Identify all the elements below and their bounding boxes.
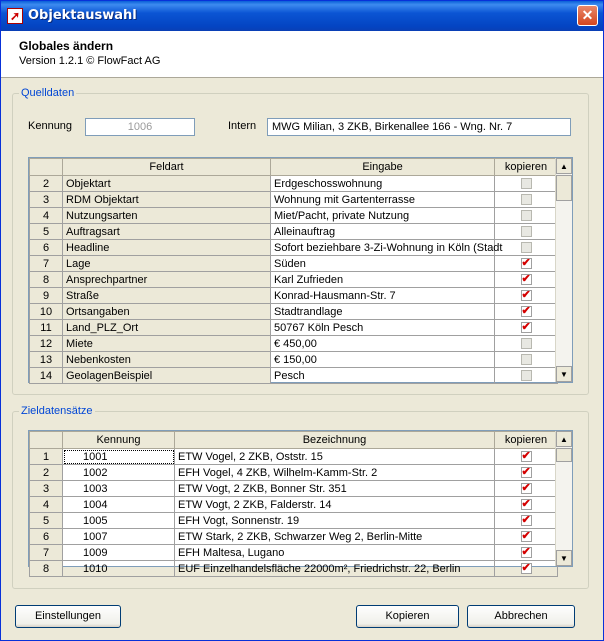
header-version: Version 1.2.1 © FlowFact AG (19, 55, 161, 67)
quelldaten-legend: Quelldaten (21, 87, 75, 99)
bezeichnung-cell[interactable]: EUF Einzelhandelsfläche 22000m², Friedrichstr. 22, Berlin (175, 561, 495, 577)
header-title: Globales ändern (19, 39, 114, 53)
table-row[interactable] (30, 545, 558, 561)
quelldaten-scrollbar[interactable] (555, 158, 572, 382)
row-number: 7 (30, 256, 63, 272)
column-header-feldart[interactable]: Feldart (63, 159, 271, 176)
feldart-cell: Lage (63, 256, 271, 272)
bezeichnung-cell[interactable]: ETW Vogel, 2 ZKB, Oststr. 15 (175, 449, 495, 465)
kopieren-cell (495, 240, 558, 256)
kopieren-cell (495, 561, 558, 577)
scroll-thumb[interactable] (556, 175, 572, 201)
scroll-up-icon[interactable]: ▲ (556, 431, 572, 447)
table-row[interactable] (30, 208, 558, 224)
row-number: 4 (30, 497, 63, 513)
feldart-cell: Land_PLZ_Ort (63, 320, 271, 336)
kennung-cell[interactable]: 1007 (63, 529, 175, 545)
unchecked-checkbox[interactable] (521, 370, 532, 381)
intern-label: Intern (228, 120, 257, 132)
checked-checkbox[interactable] (521, 531, 532, 542)
eingabe-cell[interactable]: Konrad-Hausmann-Str. 7 (271, 288, 495, 304)
kopieren-cell (495, 352, 558, 368)
column-header-bezeichnung[interactable]: Bezeichnung (175, 432, 495, 449)
title-bar[interactable] (1, 1, 603, 31)
feldart-cell: Nutzungsarten (63, 208, 271, 224)
checked-checkbox[interactable] (521, 499, 532, 510)
eingabe-cell[interactable]: Stadtrandlage (271, 304, 495, 320)
column-header-eingabe[interactable]: Eingabe (271, 159, 495, 176)
eingabe-cell[interactable]: Pesch (271, 368, 495, 384)
feldart-cell: Miete (63, 336, 271, 352)
feldart-cell: Straße (63, 288, 271, 304)
quelldaten-grid (28, 157, 573, 383)
column-header-kopieren[interactable]: kopieren (495, 432, 558, 449)
kopieren-cell (495, 513, 558, 529)
kopieren-cell (495, 465, 558, 481)
row-number: 2 (30, 176, 63, 192)
table-row[interactable] (30, 529, 558, 545)
row-number: 8 (30, 561, 63, 577)
row-number: 7 (30, 545, 63, 561)
checked-checkbox[interactable] (521, 306, 532, 317)
row-number: 4 (30, 208, 63, 224)
table-row[interactable] (30, 288, 558, 304)
kopieren-cell (495, 288, 558, 304)
row-number: 5 (30, 224, 63, 240)
kennung-cell[interactable]: 1005 (63, 513, 175, 529)
table-row[interactable] (30, 497, 558, 513)
kennung-cell[interactable]: 1001 (63, 449, 175, 465)
scroll-down-icon[interactable]: ▼ (556, 366, 572, 382)
table-row[interactable] (30, 481, 558, 497)
column-header-kennung[interactable]: Kennung (63, 432, 175, 449)
window-title: Objektauswahl (28, 8, 137, 23)
kennung-cell[interactable]: 1010 (63, 561, 175, 577)
bezeichnung-cell[interactable]: EFH Vogt, Sonnenstr. 19 (175, 513, 495, 529)
bezeichnung-cell[interactable]: EFH Vogel, 4 ZKB, Wilhelm-Kamm-Str. 2 (175, 465, 495, 481)
checked-checkbox[interactable] (521, 515, 532, 526)
kopieren-cell (495, 192, 558, 208)
dialog-header (1, 31, 603, 78)
table-row[interactable] (30, 272, 558, 288)
row-number: 5 (30, 513, 63, 529)
kennung-label: Kennung (28, 120, 73, 132)
kopieren-cell (495, 449, 558, 465)
kopieren-cell (495, 320, 558, 336)
checked-checkbox[interactable] (521, 483, 532, 494)
kopieren-cell (495, 256, 558, 272)
checked-checkbox[interactable] (521, 451, 532, 462)
grid-corner (30, 432, 63, 449)
table-row[interactable] (30, 176, 558, 192)
kopieren-cell (495, 224, 558, 240)
bezeichnung-cell[interactable]: ETW Vogt, 2 ZKB, Bonner Str. 351 (175, 481, 495, 497)
unchecked-checkbox[interactable] (521, 210, 532, 221)
kopieren-cell (495, 272, 558, 288)
kopieren-button[interactable]: Kopieren (356, 605, 459, 628)
feldart-cell: Ortsangaben (63, 304, 271, 320)
feldart-cell: Nebenkosten (63, 352, 271, 368)
feldart-cell: GeolagenBeispiel (63, 368, 271, 384)
kopieren-cell (495, 336, 558, 352)
row-number: 9 (30, 288, 63, 304)
eingabe-cell[interactable]: 50767 Köln Pesch (271, 320, 495, 336)
table-row[interactable] (30, 513, 558, 529)
checked-checkbox[interactable] (521, 258, 532, 269)
kennung-cell[interactable]: 1004 (63, 497, 175, 513)
table-row[interactable] (30, 368, 558, 384)
table-row[interactable] (30, 465, 558, 481)
row-number: 8 (30, 272, 63, 288)
unchecked-checkbox[interactable] (521, 354, 532, 365)
zieldaten-legend: Zieldatensätze (21, 405, 93, 417)
close-button[interactable]: ✕ (577, 5, 598, 26)
checked-checkbox[interactable] (521, 274, 532, 285)
kennung-cell[interactable]: 1002 (63, 465, 175, 481)
kopieren-cell (495, 208, 558, 224)
kopieren-cell (495, 368, 558, 384)
feldart-cell: Ansprechpartner (63, 272, 271, 288)
table-row[interactable] (30, 561, 558, 577)
scroll-up-icon[interactable]: ▲ (556, 158, 572, 174)
unchecked-checkbox[interactable] (521, 338, 532, 349)
bezeichnung-cell[interactable]: EFH Maltesa, Lugano (175, 545, 495, 561)
app-icon: ➚ (7, 8, 23, 24)
checked-checkbox[interactable] (521, 563, 532, 574)
row-number: 11 (30, 320, 63, 336)
kennung-cell[interactable]: 1009 (63, 545, 175, 561)
checked-checkbox[interactable] (521, 467, 532, 478)
scroll-thumb[interactable] (556, 448, 572, 462)
row-number: 2 (30, 465, 63, 481)
table-row[interactable] (30, 240, 558, 256)
eingabe-cell[interactable]: Alleinauftrag (271, 224, 495, 240)
kopieren-cell (495, 529, 558, 545)
eingabe-cell[interactable]: Sofort beziehbare 3-Zi-Wohnung in Köln (Stadt (271, 240, 495, 256)
unchecked-checkbox[interactable] (521, 178, 532, 189)
eingabe-cell[interactable]: Süden (271, 256, 495, 272)
row-number: 13 (30, 352, 63, 368)
table-row[interactable] (30, 304, 558, 320)
row-number: 14 (30, 368, 63, 384)
unchecked-checkbox[interactable] (521, 226, 532, 237)
intern-field[interactable]: MWG Milian, 3 ZKB, Birkenallee 166 - Wng. Nr. 7 (267, 118, 571, 136)
row-number: 6 (30, 529, 63, 545)
grid-corner (30, 159, 63, 176)
feldart-cell: RDM Objektart (63, 192, 271, 208)
row-number: 3 (30, 192, 63, 208)
kopieren-cell (495, 481, 558, 497)
eingabe-cell[interactable]: € 150,00 (271, 352, 495, 368)
row-number: 1 (30, 449, 63, 465)
table-row[interactable] (30, 256, 558, 272)
table-row[interactable] (30, 320, 558, 336)
eingabe-cell[interactable]: Karl Zufrieden (271, 272, 495, 288)
row-number: 6 (30, 240, 63, 256)
table-row[interactable] (30, 224, 558, 240)
kopieren-cell (495, 176, 558, 192)
kennung-field[interactable]: 1006 (85, 118, 195, 136)
kopieren-cell (495, 304, 558, 320)
bezeichnung-cell[interactable]: ETW Vogt, 2 ZKB, Falderstr. 14 (175, 497, 495, 513)
kopieren-cell (495, 497, 558, 513)
table-row[interactable] (30, 352, 558, 368)
eingabe-cell[interactable]: Miet/Pacht, private Nutzung (271, 208, 495, 224)
feldart-cell: Objektart (63, 176, 271, 192)
feldart-cell: Auftragsart (63, 224, 271, 240)
feldart-cell: Headline (63, 240, 271, 256)
table-row[interactable] (30, 449, 558, 465)
checked-checkbox[interactable] (521, 290, 532, 301)
bezeichnung-cell[interactable]: ETW Stark, 2 ZKB, Schwarzer Weg 2, Berlin-Mitte (175, 529, 495, 545)
row-number: 3 (30, 481, 63, 497)
checked-checkbox[interactable] (521, 322, 532, 333)
eingabe-cell[interactable]: Erdgeschosswohnung (271, 176, 495, 192)
unchecked-checkbox[interactable] (521, 242, 532, 253)
kennung-cell[interactable]: 1003 (63, 481, 175, 497)
zieldaten-scrollbar[interactable] (555, 431, 572, 566)
zieldaten-grid (28, 430, 573, 575)
abbrechen-button[interactable]: Abbrechen (467, 605, 575, 628)
row-number: 12 (30, 336, 63, 352)
scroll-down-icon[interactable]: ▼ (556, 550, 572, 566)
row-number: 10 (30, 304, 63, 320)
eingabe-cell[interactable]: € 450,00 (271, 336, 495, 352)
unchecked-checkbox[interactable] (521, 194, 532, 205)
eingabe-cell[interactable]: Wohnung mit Gartenterrasse (271, 192, 495, 208)
einstellungen-button[interactable]: Einstellungen (15, 605, 121, 628)
table-row[interactable] (30, 192, 558, 208)
checked-checkbox[interactable] (521, 547, 532, 558)
kopieren-cell (495, 545, 558, 561)
table-row[interactable] (30, 336, 558, 352)
column-header-kopieren[interactable]: kopieren (495, 159, 558, 176)
